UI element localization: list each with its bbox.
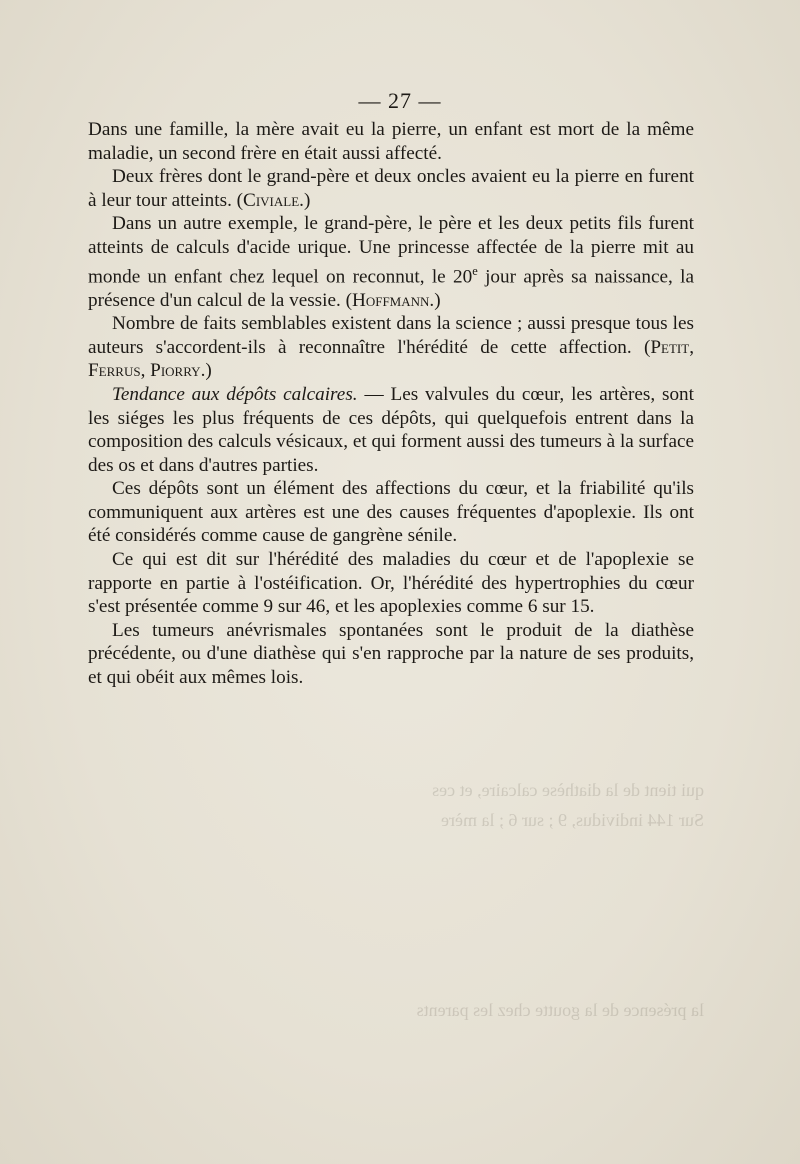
text-run: Hoffmann bbox=[351, 289, 430, 311]
text-run: Ce qui est dit sur l'hérédité des maladies du cœur et de l'apoplexie se rapporte en partie à l'ostéification. Or, l'hérédité des hypertrophies du cœur s'est présentée comme 9 sur 46, et les apoplexies comme 6 sur 15. bbox=[88, 549, 694, 618]
paragraph bbox=[88, 477, 694, 548]
paragraph bbox=[88, 165, 694, 212]
text-run: .) bbox=[429, 289, 441, 311]
text-run: .) bbox=[299, 189, 311, 211]
paragraph bbox=[88, 548, 694, 619]
text-run: Civiale bbox=[243, 189, 300, 211]
paragraph bbox=[88, 118, 694, 165]
bleed-through-text: la présence de la goutte chez les parents bbox=[416, 1000, 704, 1020]
body-text bbox=[88, 118, 694, 690]
text-run: Les tumeurs anévrismales spontanées sont le produit de la diathèse précédente, ou d'une diathèse qui s'en rapproche par la nature de ses produits, et qui obéit aux mêmes lois. bbox=[88, 619, 694, 689]
text-run: Tendance aux dépôts calcaires. bbox=[112, 383, 358, 405]
paragraph bbox=[88, 383, 694, 477]
paragraph bbox=[88, 212, 694, 312]
paragraph bbox=[88, 619, 694, 690]
text-run: Dans une famille, la mère avait eu la pierre, un enfant est mort de la même maladie, un second frère en était aussi affecté. bbox=[88, 119, 694, 164]
text-run: .) bbox=[200, 360, 212, 382]
text-run: — Les valvules du cœur, les artères, sont les siéges les plus fréquents de ces dépôts, qui quelquefois entrent dans la composition des calculs vésicaux, et qui forment aussi des tumeurs à la surface des os et dans d'autres parties. bbox=[88, 383, 694, 476]
text-run: Nombre de faits semblables existent dans la science ; aussi presque tous les auteurs s'accordent-ils à reconnaître l'hérédité de cette affection. ( bbox=[88, 313, 694, 358]
text-run: Deux frères dont le grand-père et deux oncles avaient eu la pierre en furent à leur tour atteints. ( bbox=[88, 166, 694, 211]
text-run: Dans un autre exemple, le grand-père, le père et les deux petits fils furent atteints de calculs d'acide urique. Une princesse affectée de la pierre mit au monde un enfant chez lequel on reconnut, le 20 bbox=[88, 213, 694, 287]
paragraph bbox=[88, 312, 694, 383]
text-run: jour après sa naissance, la présence d'un calcul de la vessie. ( bbox=[88, 265, 694, 311]
bleed-through-text: qui tient de la diathèse calcaire, et ces bbox=[432, 780, 704, 800]
text-run: Petit, Ferrus, Piorry bbox=[88, 336, 694, 382]
page-number: — 27 — bbox=[358, 88, 442, 113]
bleed-through-text: Sur 144 individus, 9 ; sur 6 ; la mère bbox=[441, 810, 704, 830]
text-run: e bbox=[472, 263, 478, 278]
text-run: Ces dépôts sont un élément des affections du cœur, et la friabilité qu'ils communiquent aux artères est une des causes fréquentes d'apoplexie. Ils ont été considérés comme cause de gangrène sénile. bbox=[88, 478, 694, 547]
